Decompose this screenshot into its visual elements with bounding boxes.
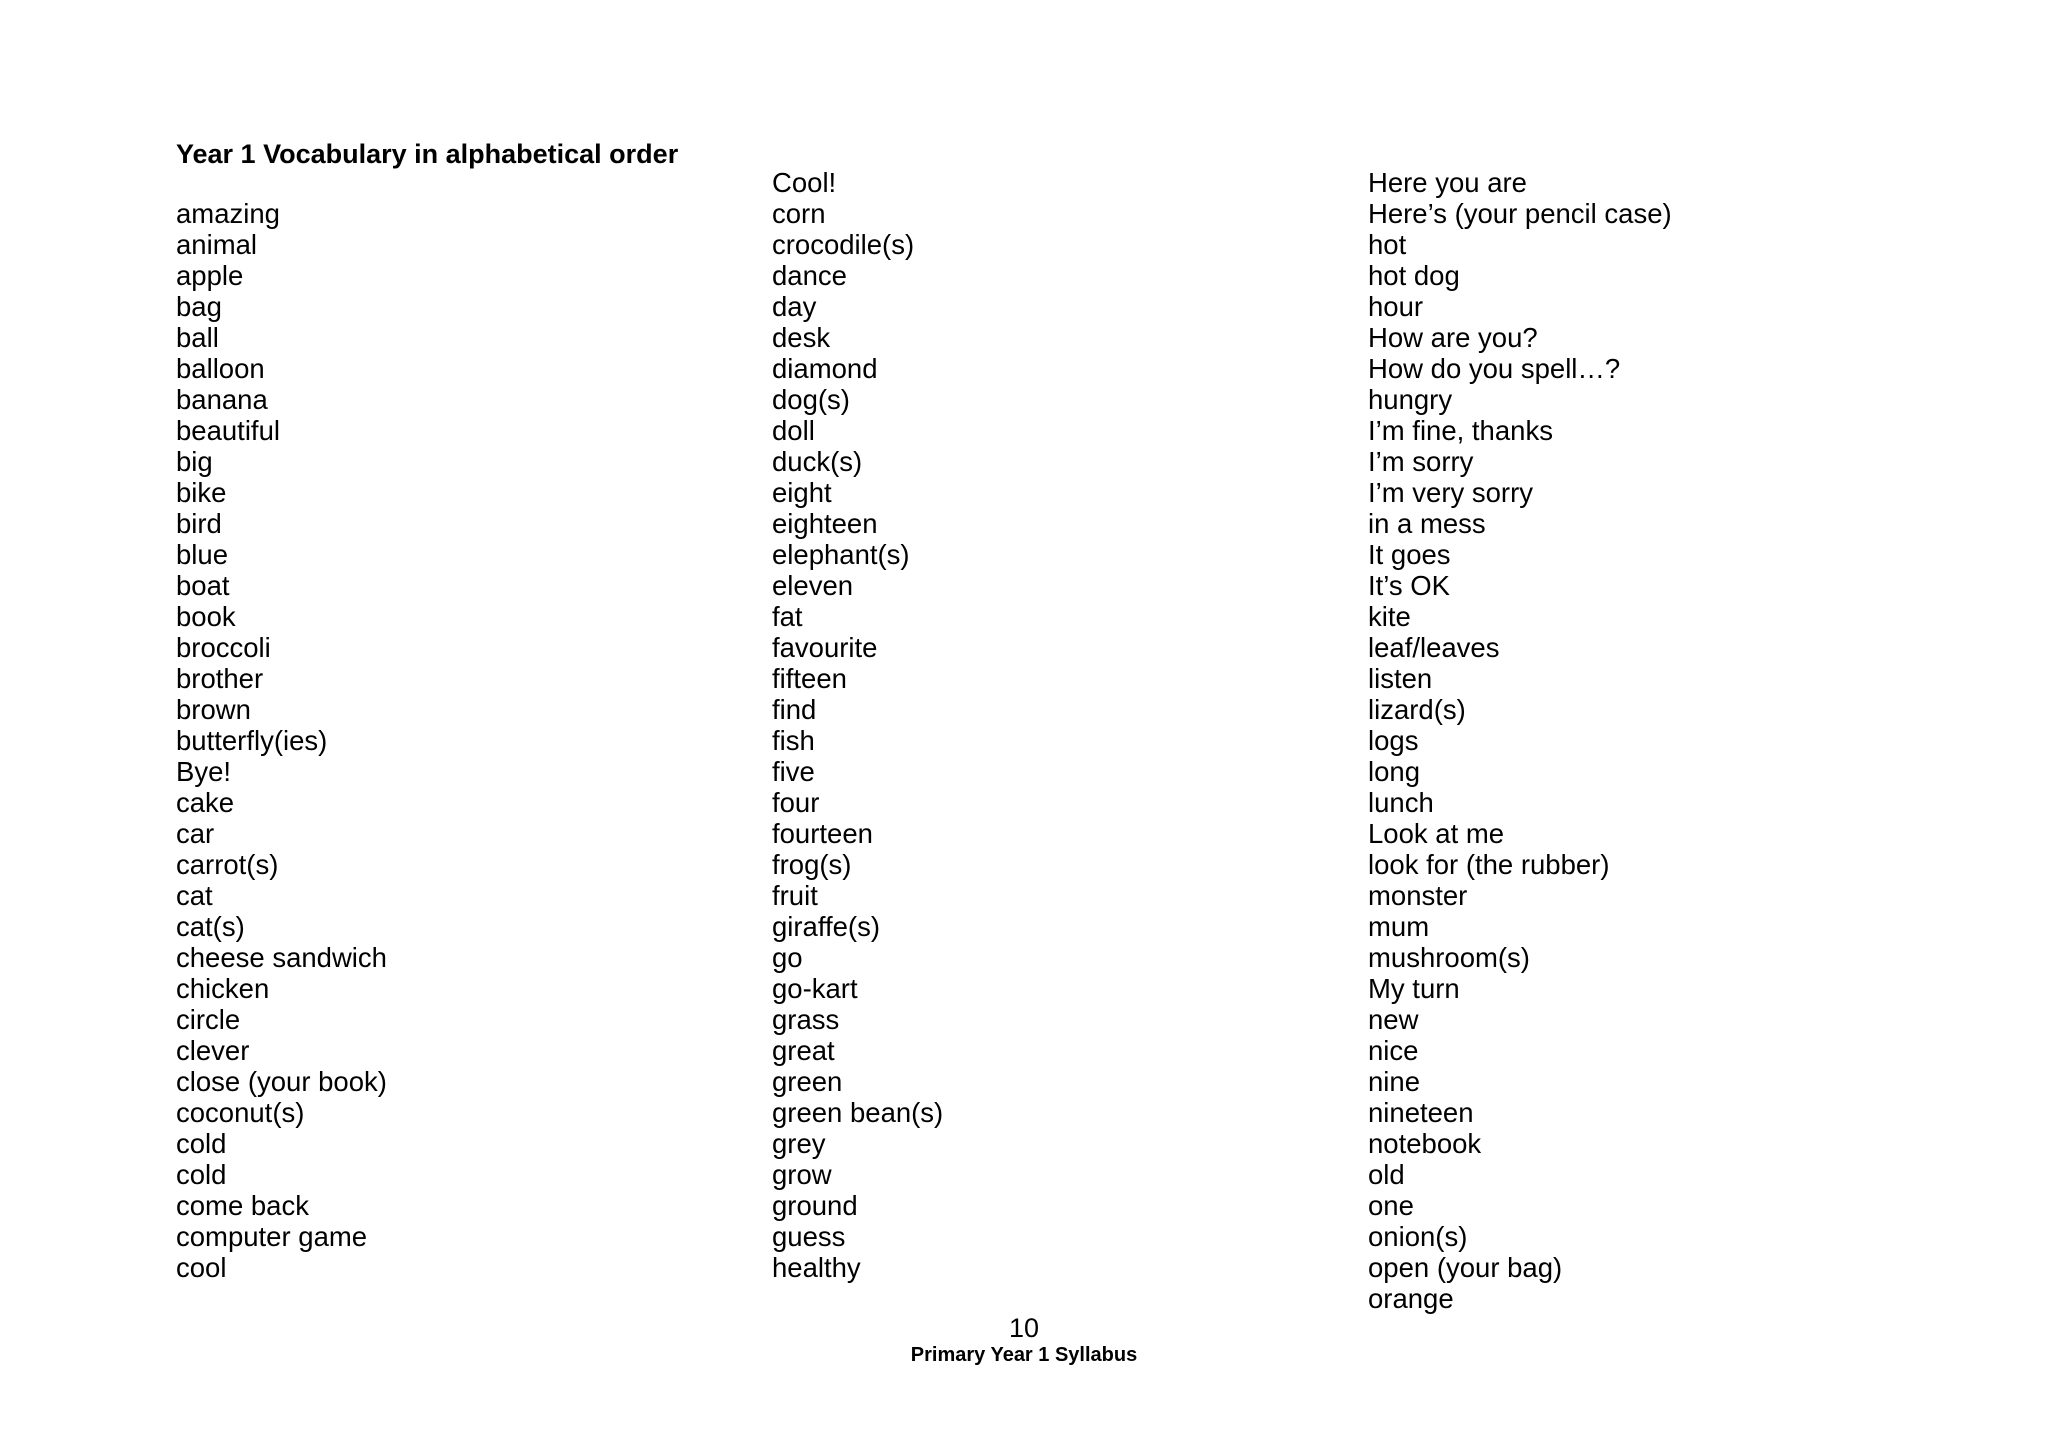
vocabulary-word: open (your bag) — [1368, 1252, 1563, 1283]
vocabulary-word: Look at me — [1368, 818, 1505, 849]
vocabulary-word: Bye! — [176, 756, 232, 787]
vocabulary-word: animal — [176, 229, 258, 260]
vocabulary-word: grey — [772, 1128, 826, 1159]
vocabulary-word: diamond — [772, 353, 878, 384]
vocabulary-word: fourteen — [772, 818, 873, 849]
vocabulary-word — [176, 167, 387, 198]
vocabulary-word: find — [772, 694, 817, 725]
vocabulary-word: nice — [1368, 1035, 1419, 1066]
vocabulary-word: ground — [772, 1190, 858, 1221]
vocabulary-word: Cool! — [772, 167, 837, 198]
vocabulary-word: carrot(s) — [176, 849, 279, 880]
vocabulary-word: crocodile(s) — [772, 229, 915, 260]
vocabulary-word: coconut(s) — [176, 1097, 305, 1128]
vocabulary-word: blue — [176, 539, 228, 570]
vocabulary-word: desk — [772, 322, 831, 353]
vocabulary-word: How do you spell…? — [1368, 353, 1621, 384]
vocabulary-word: guess — [772, 1221, 846, 1252]
vocabulary-word: fifteen — [772, 663, 847, 694]
vocabulary-word: duck(s) — [772, 446, 863, 477]
vocabulary-word: ball — [176, 322, 219, 353]
vocabulary-word: cold — [176, 1159, 227, 1190]
vocabulary-word: elephant(s) — [772, 539, 910, 570]
vocabulary-word: grow — [772, 1159, 832, 1190]
vocabulary-word: bird — [176, 508, 222, 539]
vocabulary-word: broccoli — [176, 632, 271, 663]
vocabulary-word: cheese sandwich — [176, 942, 387, 973]
vocabulary-word: nine — [1368, 1066, 1420, 1097]
vocabulary-word: I’m very sorry — [1368, 477, 1533, 508]
vocabulary-word: banana — [176, 384, 268, 415]
vocabulary-word: I’m sorry — [1368, 446, 1474, 477]
vocabulary-word: look for (the rubber) — [1368, 849, 1610, 880]
vocabulary-word: How are you? — [1368, 322, 1538, 353]
vocabulary-word: mum — [1368, 911, 1430, 942]
vocabulary-word: fish — [772, 725, 815, 756]
vocabulary-word: computer game — [176, 1221, 368, 1252]
vocabulary-word: old — [1368, 1159, 1405, 1190]
vocabulary-word: close (your book) — [176, 1066, 387, 1097]
vocabulary-word: favourite — [772, 632, 878, 663]
vocabulary-word: dance — [772, 260, 847, 291]
vocabulary-word: go-kart — [772, 973, 858, 1004]
vocabulary-word: cold — [176, 1128, 227, 1159]
vocabulary-word: doll — [772, 415, 815, 446]
vocabulary-word: fruit — [772, 880, 818, 911]
page-title: Year 1 Vocabulary in alphabetical order — [176, 139, 679, 169]
vocabulary-word: clever — [176, 1035, 250, 1066]
vocabulary-word: kite — [1368, 601, 1411, 632]
vocabulary-word: in a mess — [1368, 508, 1486, 539]
vocabulary-word: It goes — [1368, 539, 1451, 570]
footer-label: Primary Year 1 Syllabus — [910, 1344, 1138, 1366]
vocabulary-word: book — [176, 601, 236, 632]
vocabulary-word: Here’s (your pencil case) — [1368, 198, 1672, 229]
vocabulary-column-2 — [772, 167, 943, 1283]
vocabulary-word: cool — [176, 1252, 227, 1283]
vocabulary-word: frog(s) — [772, 849, 852, 880]
vocabulary-word: green — [772, 1066, 843, 1097]
vocabulary-word: come back — [176, 1190, 309, 1221]
vocabulary-word: giraffe(s) — [772, 911, 880, 942]
vocabulary-word: great — [772, 1035, 835, 1066]
vocabulary-word: hour — [1368, 291, 1424, 322]
vocabulary-word: cake — [176, 787, 235, 818]
vocabulary-word: cat — [176, 880, 213, 911]
vocabulary-word: healthy — [772, 1252, 861, 1283]
vocabulary-word: bike — [176, 477, 227, 508]
vocabulary-word: My turn — [1368, 973, 1460, 1004]
vocabulary-word: butterfly(ies) — [176, 725, 328, 756]
vocabulary-word: grass — [772, 1004, 840, 1035]
vocabulary-word: notebook — [1368, 1128, 1482, 1159]
vocabulary-word: lunch — [1368, 787, 1434, 818]
vocabulary-word: orange — [1368, 1283, 1454, 1314]
vocabulary-column-3 — [1368, 167, 1672, 1314]
vocabulary-word: circle — [176, 1004, 241, 1035]
vocabulary-word: big — [176, 446, 213, 477]
vocabulary-word: amazing — [176, 198, 280, 229]
vocabulary-word: dog(s) — [772, 384, 850, 415]
vocabulary-word: apple — [176, 260, 244, 291]
vocabulary-word: lizard(s) — [1368, 694, 1466, 725]
vocabulary-word: balloon — [176, 353, 265, 384]
vocabulary-word: five — [772, 756, 815, 787]
vocabulary-word: green bean(s) — [772, 1097, 944, 1128]
vocabulary-word: It’s OK — [1368, 570, 1451, 601]
vocabulary-word: beautiful — [176, 415, 280, 446]
vocabulary-word: eight — [772, 477, 832, 508]
vocabulary-word: new — [1368, 1004, 1419, 1035]
vocabulary-word: boat — [176, 570, 230, 601]
vocabulary-word: listen — [1368, 663, 1433, 694]
vocabulary-word: day — [772, 291, 817, 322]
vocabulary-word: one — [1368, 1190, 1414, 1221]
vocabulary-word: car — [176, 818, 215, 849]
vocabulary-word: go — [772, 942, 803, 973]
vocabulary-word: hungry — [1368, 384, 1453, 415]
vocabulary-word: eleven — [772, 570, 854, 601]
vocabulary-word: mushroom(s) — [1368, 942, 1530, 973]
vocabulary-word: hot dog — [1368, 260, 1460, 291]
vocabulary-word: leaf/leaves — [1368, 632, 1500, 663]
vocabulary-word: four — [772, 787, 820, 818]
vocabulary-word: Here you are — [1368, 167, 1527, 198]
vocabulary-word: fat — [772, 601, 803, 632]
vocabulary-column-1 — [176, 167, 387, 1283]
vocabulary-word: nineteen — [1368, 1097, 1474, 1128]
vocabulary-word: monster — [1368, 880, 1468, 911]
vocabulary-word: chicken — [176, 973, 270, 1004]
vocabulary-word: onion(s) — [1368, 1221, 1468, 1252]
page-number: 10 — [1008, 1313, 1040, 1343]
vocabulary-word: brown — [176, 694, 251, 725]
vocabulary-word: brother — [176, 663, 264, 694]
vocabulary-word: bag — [176, 291, 222, 322]
vocabulary-word: corn — [772, 198, 826, 229]
vocabulary-word: I’m fine, thanks — [1368, 415, 1553, 446]
vocabulary-word: long — [1368, 756, 1420, 787]
vocabulary-word: cat(s) — [176, 911, 245, 942]
vocabulary-word: eighteen — [772, 508, 878, 539]
vocabulary-word: hot — [1368, 229, 1407, 260]
vocabulary-word: logs — [1368, 725, 1419, 756]
